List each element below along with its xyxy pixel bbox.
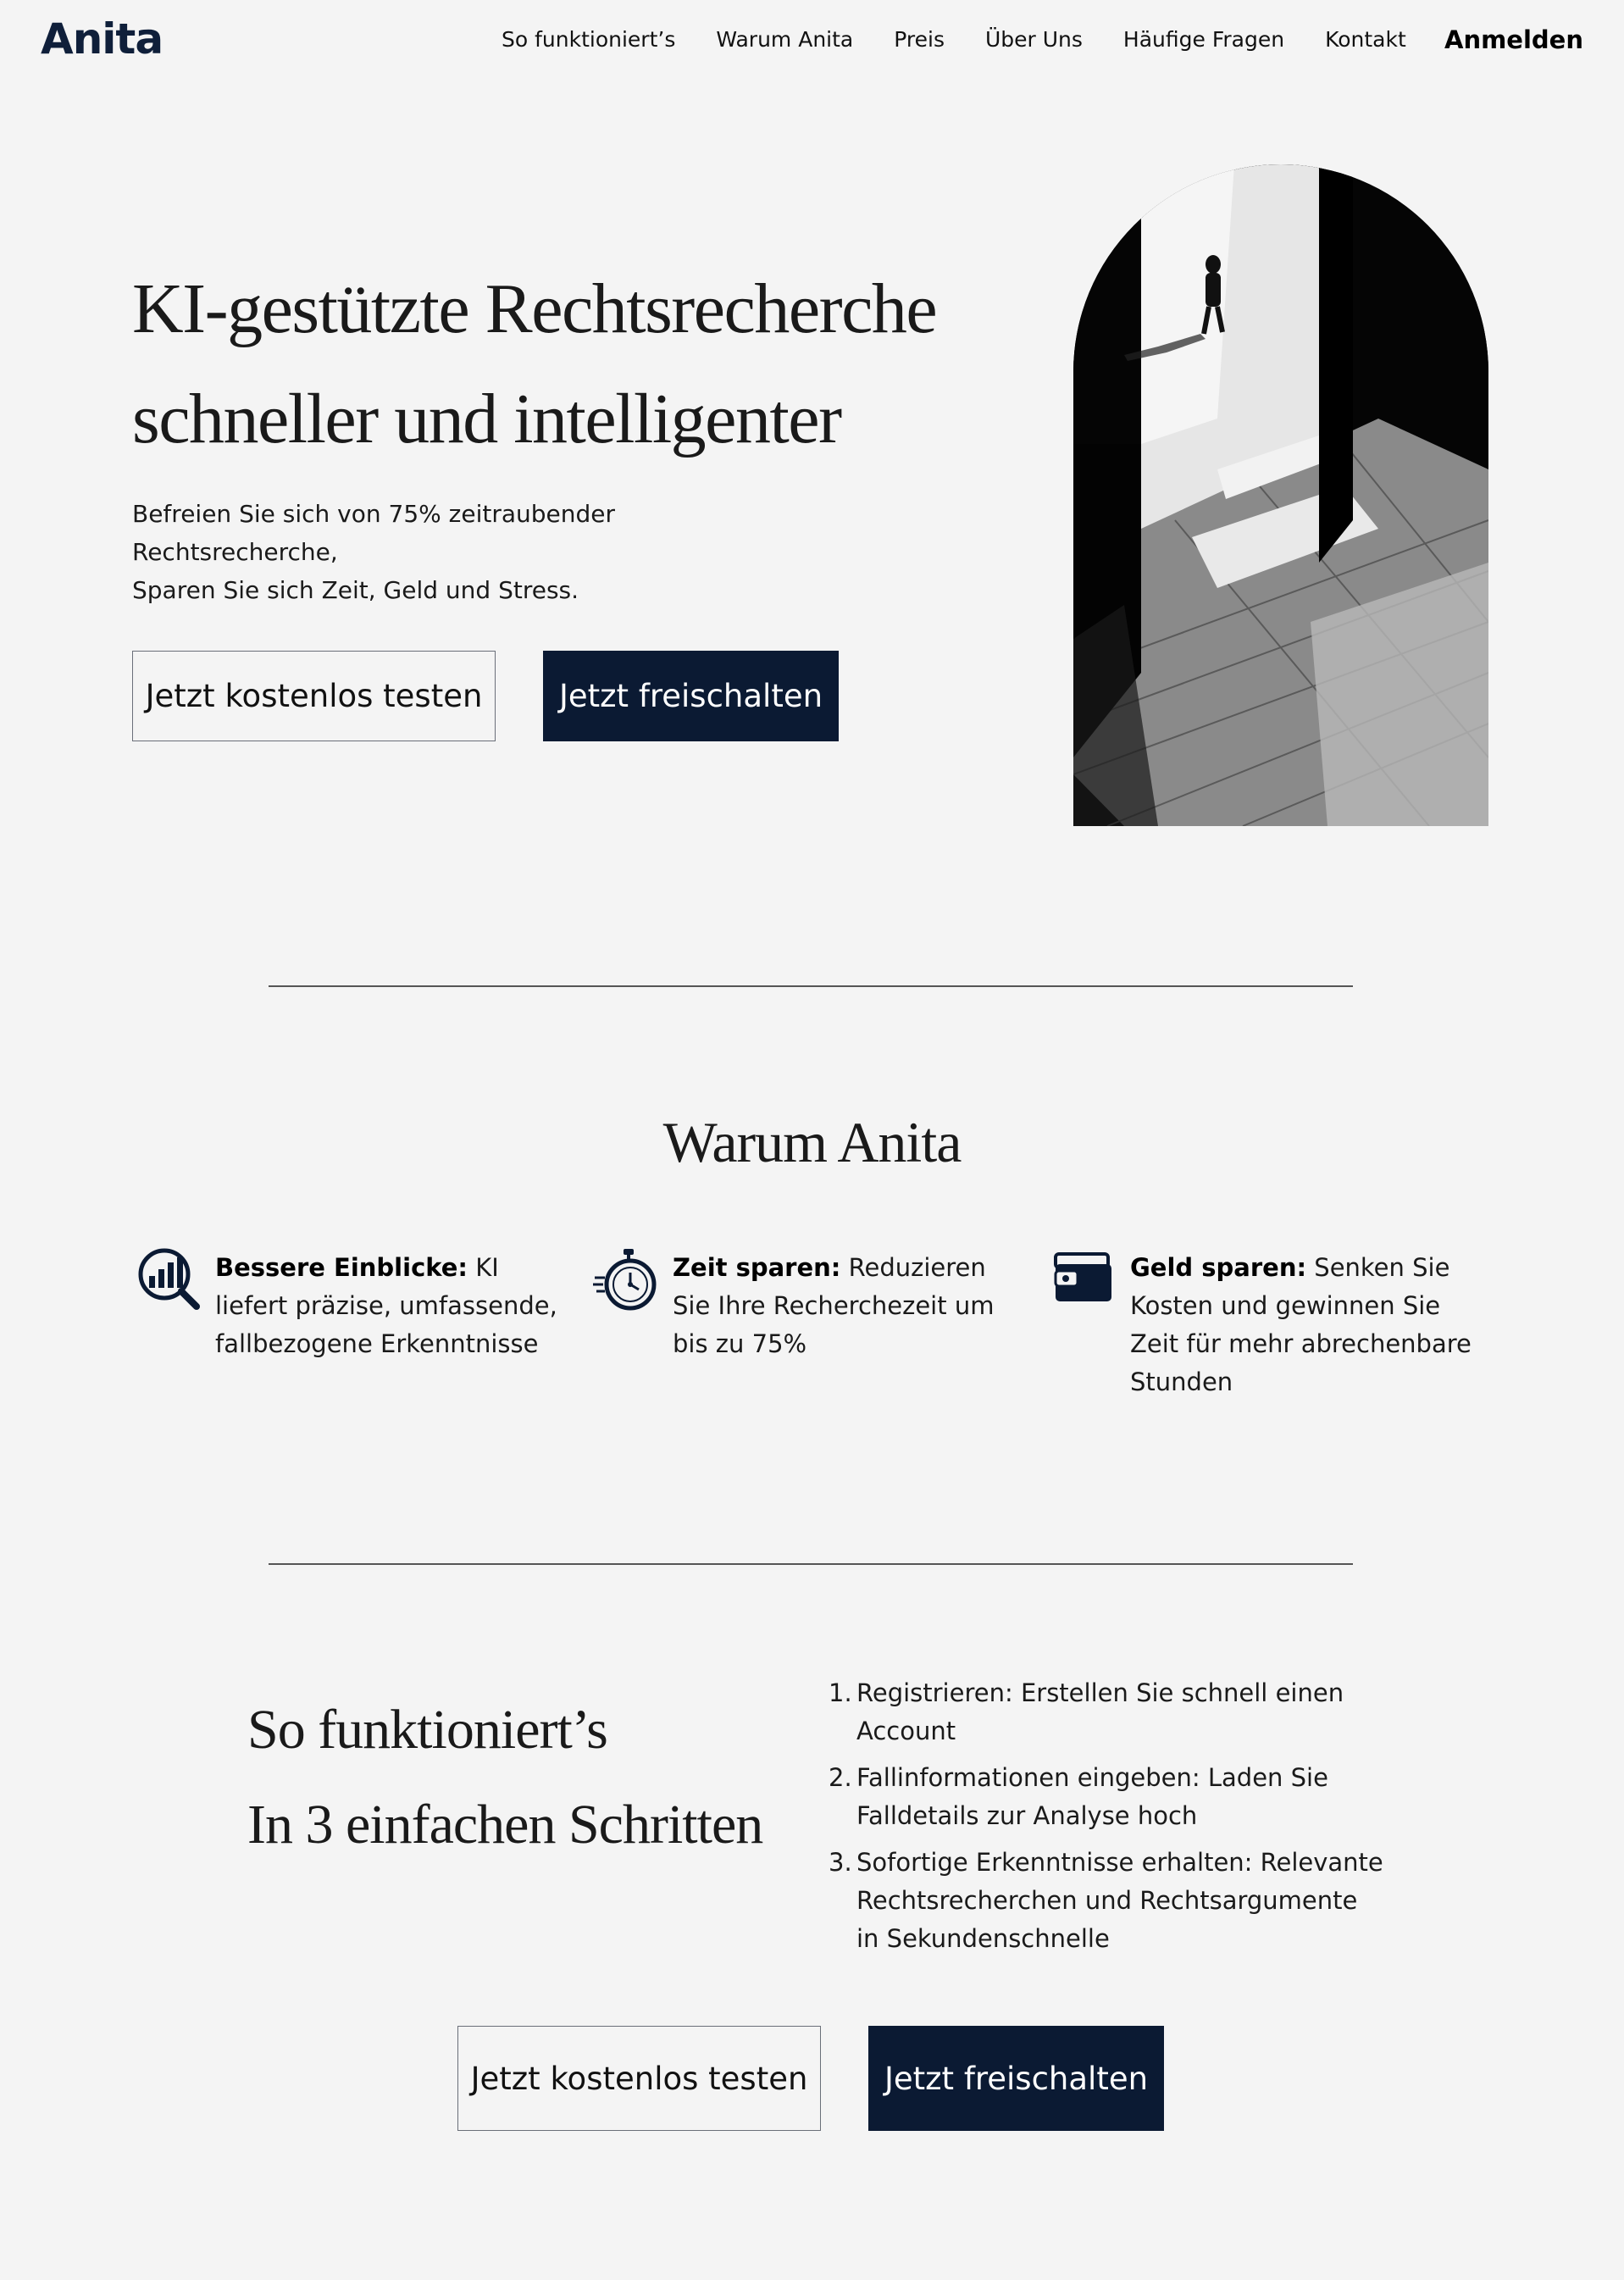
hero-title — [132, 254, 962, 474]
nav-item-warum-anita[interactable]: Warum Anita — [716, 27, 854, 52]
step-item — [829, 1674, 1388, 1750]
step-number: 2. — [829, 1763, 852, 1792]
hero-subtitle-line-1: Befreien Sie sich von 75% zeitraubender Rechtsrecherche, — [132, 500, 615, 566]
stopwatch-icon — [593, 1245, 661, 1313]
feature-save-money — [1050, 1249, 1483, 1401]
nav-item-kontakt[interactable]: Kontakt — [1325, 27, 1406, 52]
hero-title-line-1: KI-gestützte Rechtsrecherche — [132, 269, 937, 348]
hero-title-line-2: schneller und intelligenter — [132, 380, 841, 458]
step-item — [829, 1759, 1388, 1835]
step-number: 1. — [829, 1678, 852, 1707]
analytics-magnifier-icon — [136, 1245, 203, 1313]
feature-save-time-title: Zeit sparen: — [673, 1253, 841, 1282]
feature-save-time-text — [673, 1249, 1017, 1363]
wallet-icon — [1050, 1245, 1118, 1313]
section-divider-1 — [269, 985, 1353, 987]
nav-item-haeufige-fragen[interactable]: Häufige Fragen — [1122, 27, 1285, 52]
main-nav — [502, 25, 1447, 54]
step-item — [829, 1844, 1388, 1958]
login-link[interactable]: Anmelden — [1444, 25, 1583, 54]
hero-free-trial-button[interactable]: Jetzt kostenlos testen — [132, 651, 496, 741]
feature-save-time — [593, 1249, 1017, 1363]
architecture-photo-illustration — [1073, 164, 1488, 826]
how-unlock-button[interactable]: Jetzt freischalten — [868, 2026, 1164, 2131]
hero-arch-photo — [1073, 164, 1488, 826]
how-title-line-2: In 3 einfachen Schritten — [247, 1794, 763, 1856]
feature-save-time-desc: Reduzieren Sie Ihre Recherchezeit um bis zu 75% — [673, 1253, 995, 1358]
hero-unlock-button[interactable]: Jetzt freischalten — [543, 651, 839, 741]
feature-save-money-title: Geld sparen: — [1130, 1253, 1307, 1282]
step-text: Registrieren: Erstellen Sie schnell einen Account — [856, 1678, 1344, 1745]
nav-item-so-funktionierts[interactable]: So funktioniert’s — [502, 27, 676, 52]
how-steps-list — [829, 1674, 1388, 1967]
how-title-line-1: So funktioniert’s — [247, 1699, 607, 1761]
step-text: Sofortige Erkenntnisse erhalten: Relevante Rechtsrecherchen und Rechtsargumente in Sekundenschnelle — [856, 1848, 1383, 1953]
how-free-trial-button[interactable]: Jetzt kostenlos testen — [457, 2026, 821, 2131]
brand-logo[interactable] — [41, 15, 163, 63]
feature-insights-text — [215, 1249, 559, 1363]
feature-insights-title: Bessere Einblicke: — [215, 1253, 468, 1282]
feature-insights-desc: KI liefert präzise, umfassende, fallbezogene Erkenntnisse — [215, 1253, 557, 1358]
logo-text: Anita — [41, 14, 164, 64]
feature-save-money-text — [1130, 1249, 1483, 1401]
step-text: Fallinformationen eingeben: Laden Sie Falldetails zur Analyse hoch — [856, 1763, 1328, 1830]
feature-save-money-desc: Senken Sie Kosten und gewinnen Sie Zeit für mehr abrechenbare Stunden — [1130, 1253, 1472, 1396]
how-section-title — [247, 1683, 790, 1872]
nav-item-preis[interactable]: Preis — [894, 27, 945, 52]
hero-subtitle — [132, 495, 827, 609]
why-section-title: Warum Anita — [662, 1110, 962, 1174]
section-divider-2 — [269, 1563, 1353, 1565]
step-number: 3. — [829, 1848, 852, 1877]
feature-insights — [136, 1249, 559, 1363]
nav-item-ueber-uns[interactable]: Über Uns — [984, 27, 1083, 52]
hero-subtitle-line-2: Sparen Sie sich Zeit, Geld und Stress. — [132, 576, 579, 604]
